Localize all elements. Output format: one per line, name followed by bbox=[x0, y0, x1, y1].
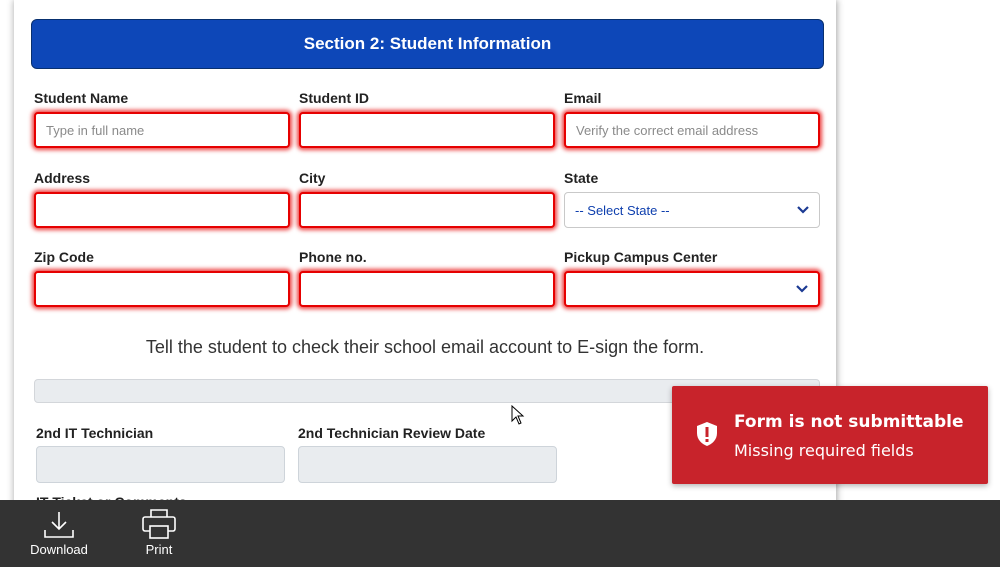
student-name-placeholder: Type in full name bbox=[46, 122, 145, 138]
section-title: Section 2: Student Information bbox=[303, 34, 552, 53]
esign-notice: Tell the student to check their school email account to E-sign the form. bbox=[145, 337, 705, 357]
state-label: State bbox=[564, 170, 599, 186]
shield-alert-icon bbox=[696, 421, 718, 452]
city-input[interactable] bbox=[299, 192, 555, 228]
print-label: Print bbox=[145, 542, 173, 557]
tech2-date-input[interactable] bbox=[298, 446, 557, 483]
phone-input[interactable] bbox=[299, 271, 555, 307]
download-icon bbox=[42, 510, 76, 540]
toast-message: Missing required fields bbox=[734, 441, 914, 460]
address-label: Address bbox=[34, 170, 91, 186]
chevron-down-icon bbox=[797, 203, 809, 217]
error-toast[interactable] bbox=[672, 386, 988, 484]
tech2-input[interactable] bbox=[36, 446, 285, 483]
download-button[interactable] bbox=[26, 500, 92, 567]
zip-input[interactable] bbox=[34, 271, 290, 307]
toast-title: Form is not submittable bbox=[734, 412, 964, 432]
tech2-label: 2nd IT Technician bbox=[36, 425, 154, 441]
student-name-label: Student Name bbox=[34, 90, 129, 106]
mouse-cursor-icon bbox=[511, 405, 525, 430]
campus-select[interactable] bbox=[564, 271, 820, 307]
email-input[interactable] bbox=[564, 112, 820, 148]
student-name-input[interactable] bbox=[34, 112, 290, 148]
print-button[interactable] bbox=[128, 500, 190, 567]
city-label: City bbox=[299, 170, 326, 186]
email-label: Email bbox=[564, 90, 602, 106]
student-id-input[interactable] bbox=[299, 112, 555, 148]
state-select[interactable] bbox=[564, 192, 820, 228]
section-header bbox=[31, 19, 824, 69]
zip-label: Zip Code bbox=[34, 249, 94, 265]
tech2-date-label: 2nd Technician Review Date bbox=[298, 425, 486, 441]
student-id-label: Student ID bbox=[299, 90, 369, 106]
download-label: Download bbox=[30, 542, 88, 557]
campus-label: Pickup Campus Center bbox=[564, 249, 718, 265]
email-placeholder: Verify the correct email address bbox=[576, 122, 759, 138]
printer-icon bbox=[139, 508, 179, 540]
chevron-down-icon bbox=[796, 282, 808, 296]
bottom-toolbar bbox=[0, 500, 1000, 567]
state-selected-value: -- Select State -- bbox=[575, 202, 670, 218]
address-input[interactable] bbox=[34, 192, 290, 228]
phone-label: Phone no. bbox=[299, 249, 367, 265]
